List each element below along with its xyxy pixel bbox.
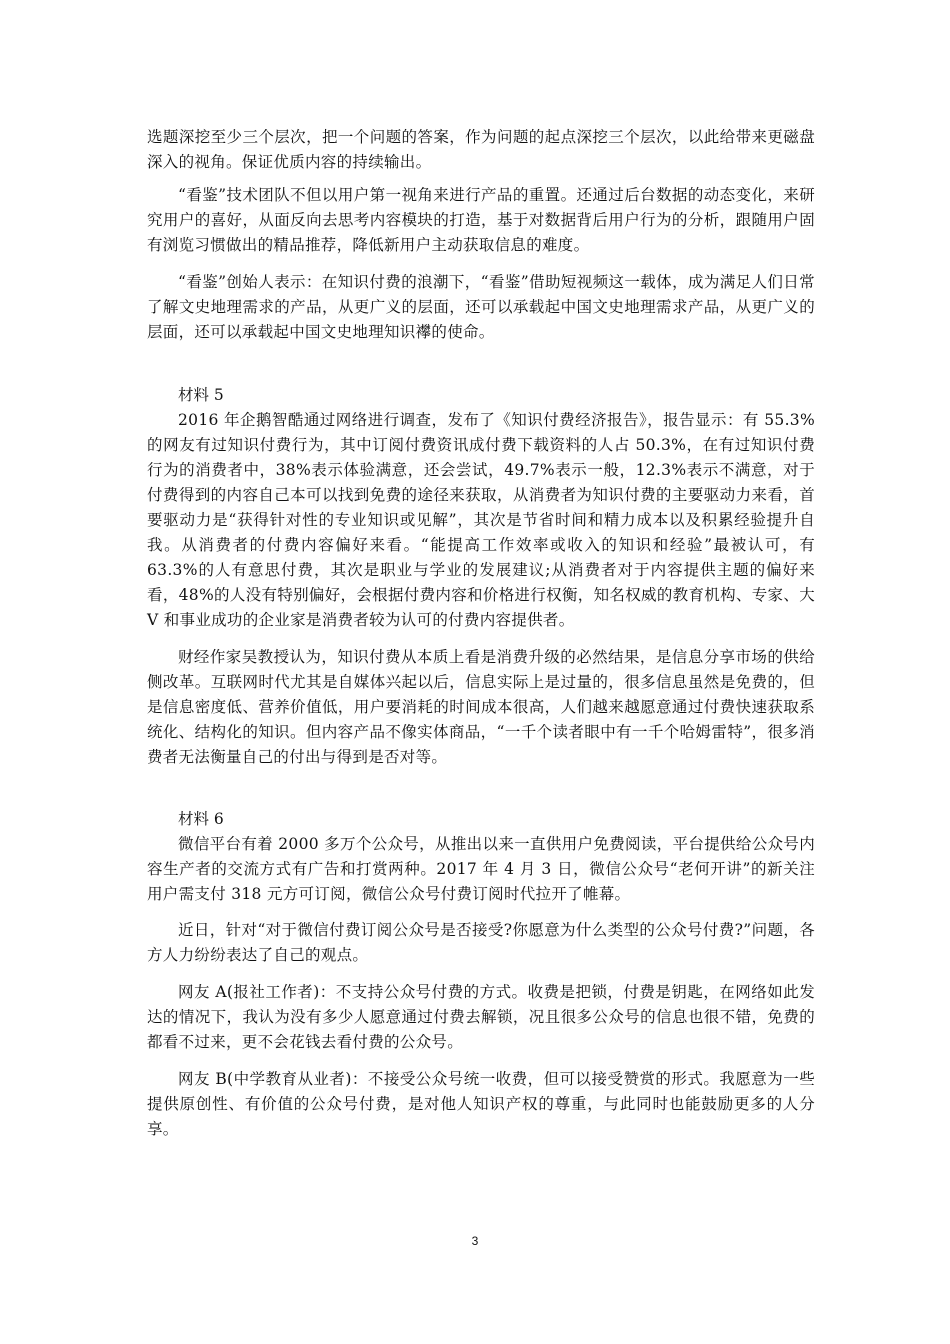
paragraph-netizen-b: 网友 B(中学教育从业者)：不接受公众号统一收费，但可以接受赞赏的形式。我愿意为一些提供原创性、有价值的公众号付费，是对他人知识产权的尊重，与此同时也能鼓励更多的人分享。 <box>147 1070 815 1138</box>
paragraph-material5-survey: 2016 年企鹅智酷通过网络进行调查，发布了《知识付费经济报告》，报告显示：有 55.3%的网友有过知识付费行为，其中订阅付费资讯成付费下载资料的人占 50.3%，在有过知识付费行为的消费者中，38%表示体验满意，还会尝试，49.7%表示一般，12.3%表示不满意，对于付费得到的内容自己本可以找到免费的途径来获取，从消费者为知识付费的主要驱动力来看，首要驱动力是“获得针对性的专业知识或见解”，其次是节省时间和精力成本以及积累经验提升自我。从消费者的付费内容偏好来看。“能提高工作效率或收入的知识和经验”最被认可，有 63.3%的人有意思付费，其次是职业与学业的发展建议;从消费者对于内容提供主题的偏好来看，48%的人没有特别偏好，会根据付费内容和价格进行权衡，知名权威的教育机构、专家、大 V 和事业成功的企业家是消费者较为认可的付费内容提供者。 <box>147 411 815 629</box>
paragraph-intro: 选题深挖至少三个层次，把一个问题的答案，作为问题的起点深挖三个层次，以此给带来更磁盘深入的视角。保证优质内容的持续输出。 <box>147 128 815 171</box>
paragraph-netizen-a: 网友 A(报社工作者)：不支持公众号付费的方式。收费是把锁，付费是钥匙，在网络如此发达的情况下，我认为没有多少人愿意通过付费去解锁，况且很多公众号的信息也很不错，免费的都看不过来，更不会花钱去看付费的公众号。 <box>147 983 815 1051</box>
paragraph-kanjian-founder: “看鉴”创始人表示：在知识付费的浪潮下，“看鉴”借助短视频这一载体，成为满足人们日常了解文史地理需求的产品，从更广义的层面，还可以承载起中国文史地理需求产品，从更广义的层面，还可以承载起中国文史地理知识襻的使命。 <box>147 273 815 341</box>
paragraph-material5-professor: 财经作家吴教授认为，知识付费从本质上看是消费升级的必然结果，是信息分享市场的供给侧改革。互联网时代尤其是自媒体兴起以后，信息实际上是过量的，很多信息虽然是免费的，但是信息密度低、营养价值低，用户要消耗的时间成本很高，人们越来越愿意通过付费快速获取系统化、结构化的知识。但内容产品不像实体商品，“一千个读者眼中有一千个哈姆雷特”，很多消费者无法衡量自己的付出与得到是否对等。 <box>147 648 815 766</box>
page-number: 3 <box>471 1234 479 1248</box>
paragraph-material6-wechat: 微信平台有着 2000 多万个公众号，从推出以来一直供用户免费阅读，平台提供给公众号内容生产者的交流方式有广告和打赏两种。2017 年 4 月 3 日，微信公众号“老何开讲”的新关注用户需支付 318 元方可订阅，微信公众号付费订阅时代拉开了帷幕。 <box>147 835 815 903</box>
paragraph-kanjian-tech: “看鉴”技术团队不但以用户第一视角来进行产品的重置。还通过后台数据的动态变化，来研究用户的喜好，从面反向去思考内容模块的打造，基于对数据背后用户行为的分析，跟随用户固有浏览习惯做出的精品推荐，降低新用户主动获取信息的难度。 <box>147 186 815 254</box>
paragraph-material6-question: 近日，针对“对于微信付费订阅公众号是否接受?你愿意为什么类型的公众号付费?”问题，各方人力纷纷表达了自己的观点。 <box>147 921 815 964</box>
material-5-heading: 材料 5 <box>178 386 224 404</box>
material-6-heading: 材料 6 <box>178 810 224 828</box>
